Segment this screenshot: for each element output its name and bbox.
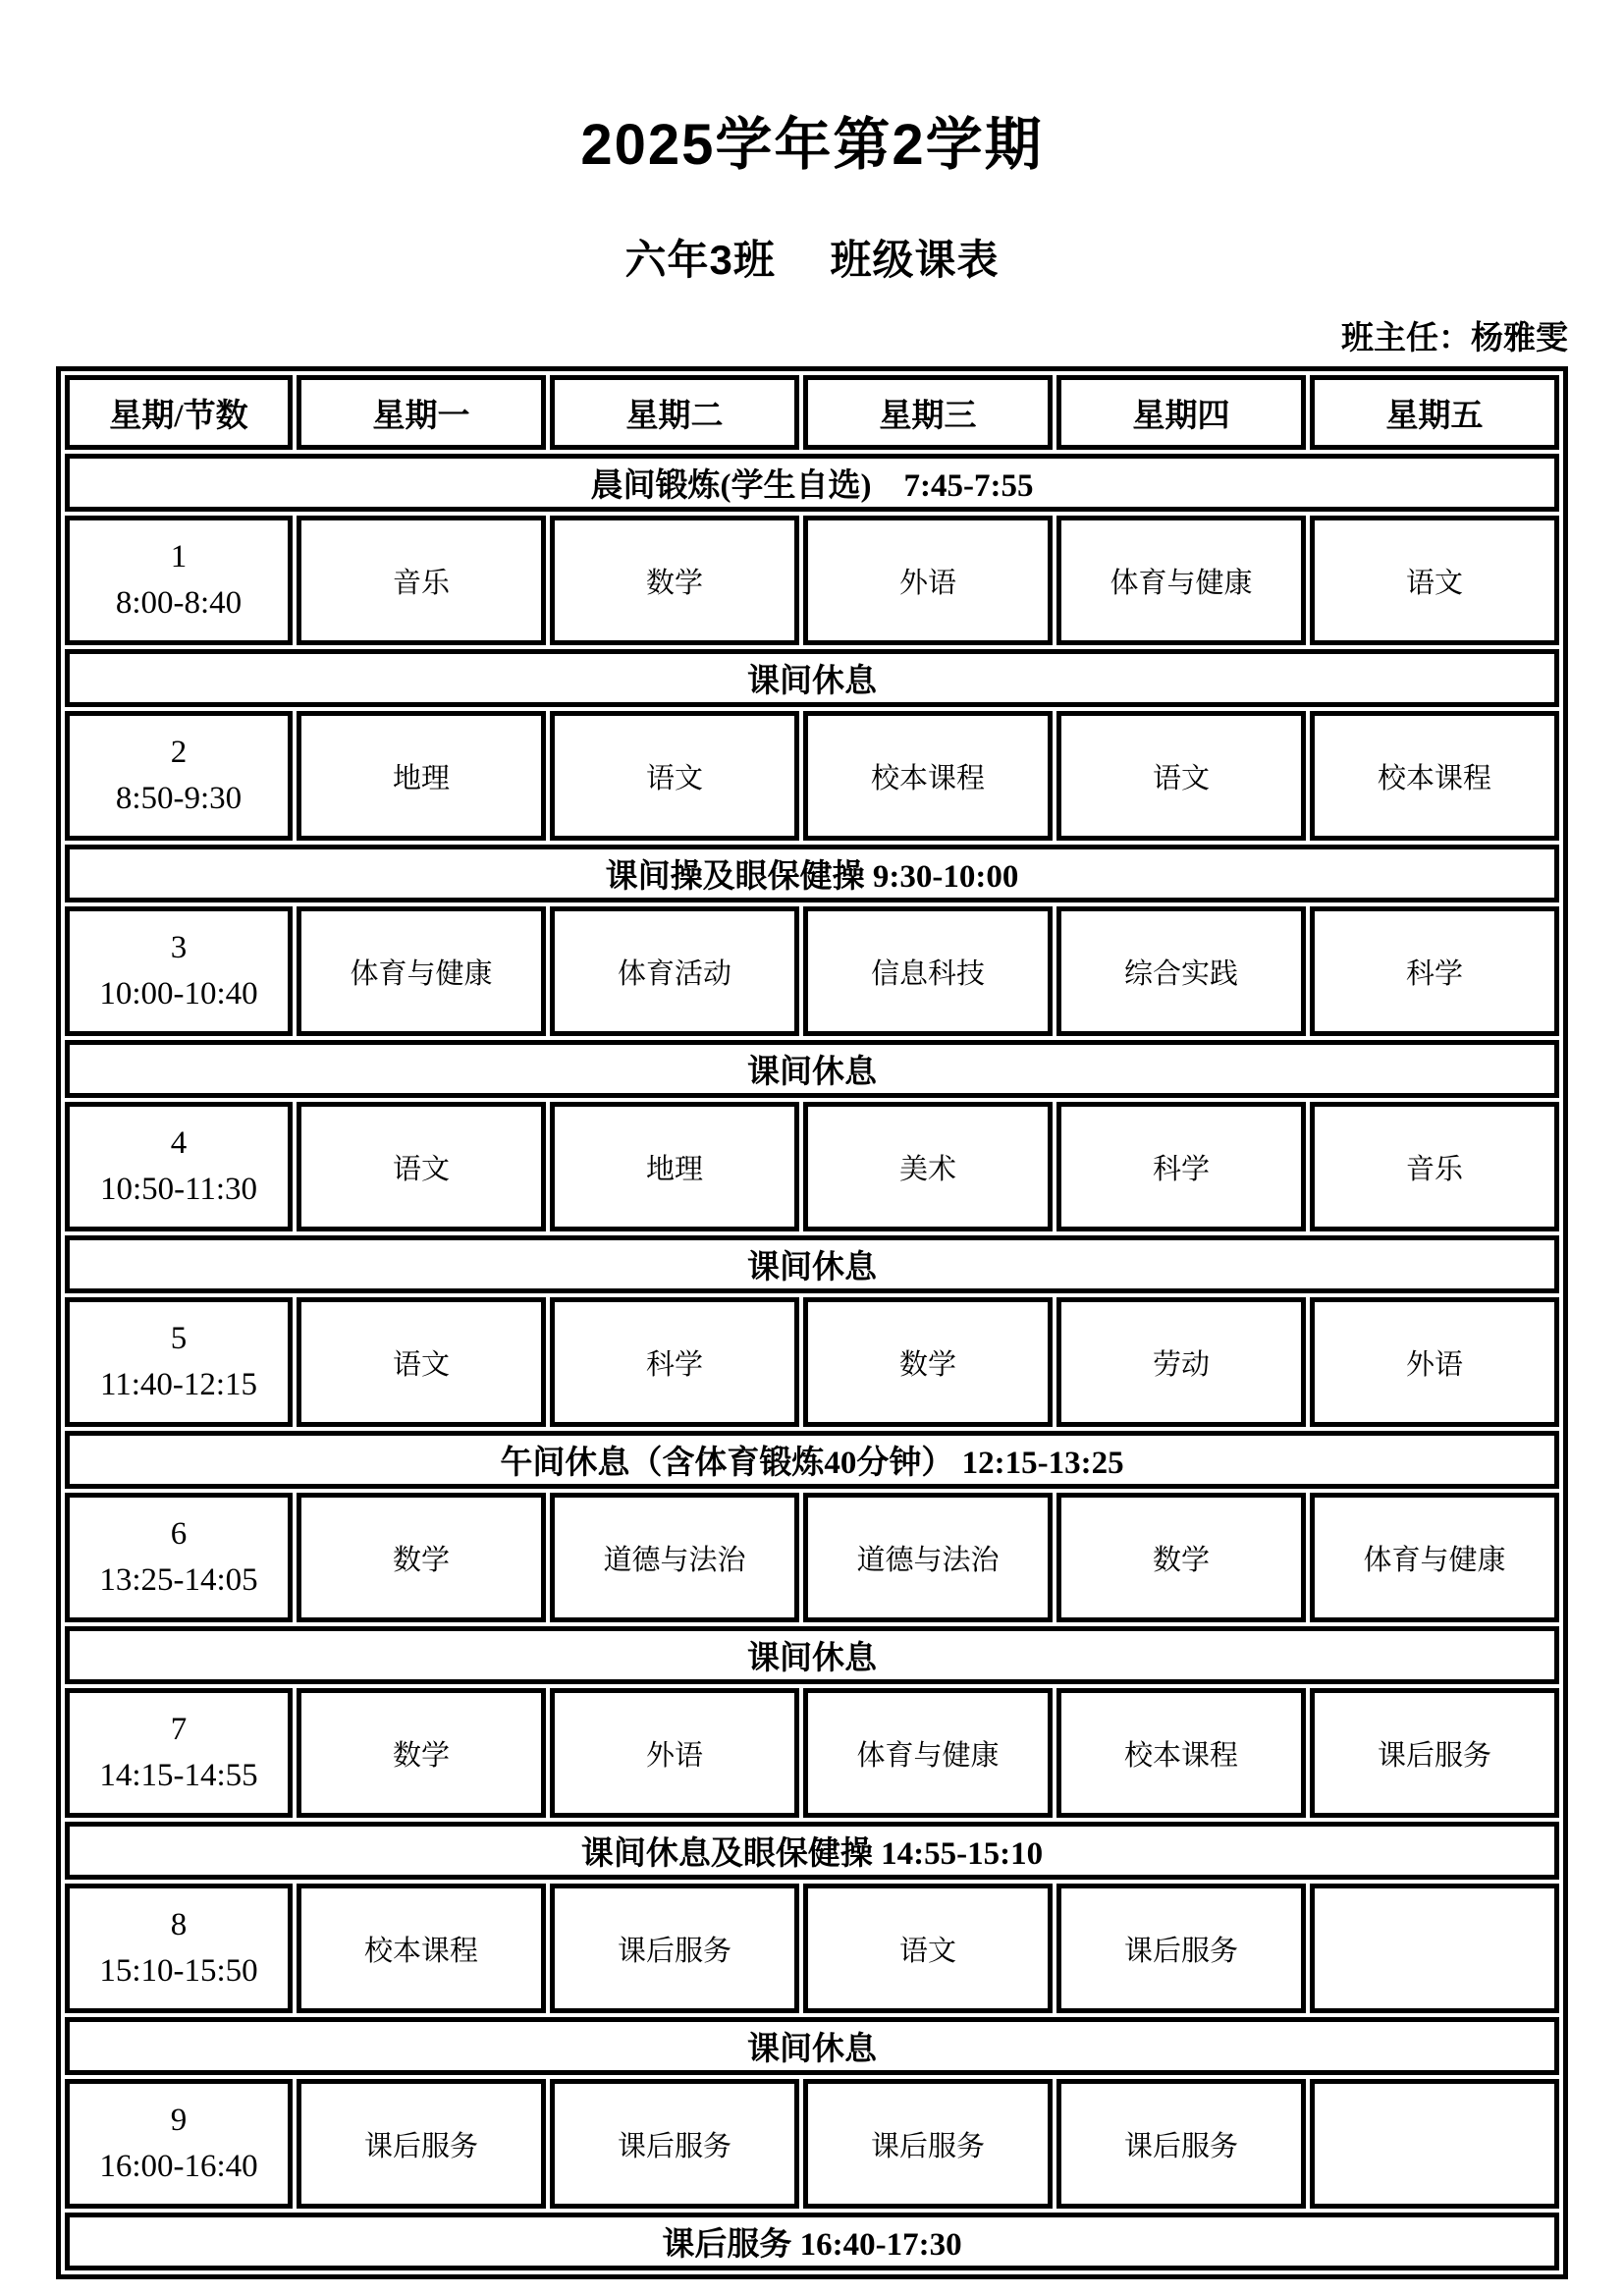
subject-cell: 课后服务 bbox=[550, 2079, 799, 2209]
period-number: 2 bbox=[170, 735, 188, 771]
period-label bbox=[65, 906, 293, 1036]
break-table-row bbox=[65, 1235, 1559, 1293]
column-header-4: 星期四 bbox=[1056, 375, 1306, 450]
subject-cell: 课后服务 bbox=[297, 2079, 546, 2209]
period-table-row bbox=[65, 1493, 1559, 1622]
subject-cell: 校本课程 bbox=[1310, 711, 1559, 841]
period-table-row bbox=[65, 1688, 1559, 1818]
subject-cell: 道德与法治 bbox=[550, 1493, 799, 1622]
period-table-row bbox=[65, 1102, 1559, 1231]
subject-cell: 课后服务 bbox=[1056, 1884, 1306, 2013]
subject-cell: 校本课程 bbox=[1056, 1688, 1306, 1818]
period-number: 1 bbox=[170, 539, 188, 575]
break-row: 课间操及眼保健操 9:30-10:00 bbox=[65, 845, 1559, 902]
subject-cell: 课后服务 bbox=[803, 2079, 1053, 2209]
subject-cell: 体育与健康 bbox=[1310, 1493, 1559, 1622]
subject-cell: 外语 bbox=[550, 1688, 799, 1818]
period-number: 7 bbox=[170, 1712, 188, 1748]
break-row: 午间休息（含体育锻炼40分钟） 12:15-13:25 bbox=[65, 1431, 1559, 1489]
period-table-row bbox=[65, 906, 1559, 1036]
break-table-row bbox=[65, 2213, 1559, 2270]
break-row: 课间休息 bbox=[65, 1235, 1559, 1293]
period-time: 10:50-11:30 bbox=[99, 1172, 258, 1207]
break-table-row bbox=[65, 2017, 1559, 2075]
period-table-row bbox=[65, 1884, 1559, 2013]
period-number: 6 bbox=[170, 1516, 188, 1553]
subject-cell: 语文 bbox=[1310, 516, 1559, 645]
subject-cell: 外语 bbox=[803, 516, 1053, 645]
break-table-row bbox=[65, 1626, 1559, 1684]
subject-cell: 课后服务 bbox=[550, 1884, 799, 2013]
subject-cell: 地理 bbox=[550, 1102, 799, 1231]
subject-cell: 体育活动 bbox=[550, 906, 799, 1036]
subject-cell: 劳动 bbox=[1056, 1297, 1306, 1427]
period-time: 16:00-16:40 bbox=[99, 2149, 258, 2184]
class-teacher-label: 班主任：杨雅雯 bbox=[1341, 321, 1568, 356]
subject-cell: 体育与健康 bbox=[803, 1688, 1053, 1818]
empty-cell bbox=[1310, 2079, 1559, 2209]
subject-cell: 语文 bbox=[297, 1297, 546, 1427]
subject-cell: 科学 bbox=[1310, 906, 1559, 1036]
break-row: 晨间锻炼(学生自选) 7:45-7:55 bbox=[65, 454, 1559, 512]
subject-cell: 数学 bbox=[1056, 1493, 1306, 1622]
period-time: 8:50-9:30 bbox=[115, 781, 243, 816]
break-table-row bbox=[65, 1431, 1559, 1489]
break-row: 课间休息 bbox=[65, 2017, 1559, 2075]
period-table-row bbox=[65, 2079, 1559, 2209]
period-number: 5 bbox=[170, 1321, 188, 1357]
subject-cell: 数学 bbox=[297, 1688, 546, 1818]
period-label bbox=[65, 1297, 293, 1427]
period-time: 13:25-14:05 bbox=[99, 1562, 258, 1598]
schedule-body bbox=[65, 454, 1559, 2270]
period-time: 14:15-14:55 bbox=[99, 1758, 258, 1793]
period-time: 11:40-12:15 bbox=[99, 1367, 258, 1402]
subject-cell: 语文 bbox=[550, 711, 799, 841]
subject-cell: 美术 bbox=[803, 1102, 1053, 1231]
period-time: 15:10-15:50 bbox=[99, 1953, 258, 1989]
column-header-5: 星期五 bbox=[1310, 375, 1559, 450]
subject-cell: 音乐 bbox=[1310, 1102, 1559, 1231]
break-row: 课间休息及眼保健操 14:55-15:10 bbox=[65, 1822, 1559, 1880]
period-label bbox=[65, 711, 293, 841]
period-number: 8 bbox=[170, 1907, 188, 1943]
break-row: 课间休息 bbox=[65, 649, 1559, 707]
period-label bbox=[65, 1688, 293, 1818]
header-row bbox=[65, 375, 1559, 450]
subject-cell: 课后服务 bbox=[1310, 1688, 1559, 1818]
break-table-row bbox=[65, 1040, 1559, 1098]
period-number: 9 bbox=[170, 2103, 188, 2139]
period-label bbox=[65, 516, 293, 645]
subject-cell: 数学 bbox=[297, 1493, 546, 1622]
period-label bbox=[65, 2079, 293, 2209]
subject-cell: 体育与健康 bbox=[1056, 516, 1306, 645]
period-label bbox=[65, 1493, 293, 1622]
subject-cell: 语文 bbox=[803, 1884, 1053, 2013]
subject-cell: 地理 bbox=[297, 711, 546, 841]
period-table-row bbox=[65, 516, 1559, 645]
subject-cell: 体育与健康 bbox=[297, 906, 546, 1036]
column-header-3: 星期三 bbox=[803, 375, 1053, 450]
column-header-1: 星期一 bbox=[297, 375, 546, 450]
break-row: 课间休息 bbox=[65, 1626, 1559, 1684]
subject-cell: 课后服务 bbox=[1056, 2079, 1306, 2209]
subject-cell: 校本课程 bbox=[297, 1884, 546, 2013]
subject-cell: 语文 bbox=[297, 1102, 546, 1231]
subject-cell: 数学 bbox=[803, 1297, 1053, 1427]
break-table-row bbox=[65, 845, 1559, 902]
period-label bbox=[65, 1884, 293, 2013]
subject-cell: 科学 bbox=[1056, 1102, 1306, 1231]
period-table-row bbox=[65, 711, 1559, 841]
break-table-row bbox=[65, 1822, 1559, 1880]
break-table-row bbox=[65, 454, 1559, 512]
page-title: 2025学年第2学期 bbox=[580, 113, 1044, 177]
subject-cell: 道德与法治 bbox=[803, 1493, 1053, 1622]
subject-cell: 数学 bbox=[550, 516, 799, 645]
subject-cell: 科学 bbox=[550, 1297, 799, 1427]
subject-cell: 综合实践 bbox=[1056, 906, 1306, 1036]
period-time: 10:00-10:40 bbox=[99, 976, 258, 1011]
schedule-table bbox=[56, 366, 1568, 2279]
subject-cell: 校本课程 bbox=[803, 711, 1053, 841]
period-table-row bbox=[65, 1297, 1559, 1427]
empty-cell bbox=[1310, 1884, 1559, 2013]
subject-cell: 外语 bbox=[1310, 1297, 1559, 1427]
subject-cell: 语文 bbox=[1056, 711, 1306, 841]
subject-cell: 音乐 bbox=[297, 516, 546, 645]
period-time: 8:00-8:40 bbox=[115, 585, 243, 621]
period-number: 4 bbox=[170, 1125, 188, 1162]
break-row: 课间休息 bbox=[65, 1040, 1559, 1098]
period-number: 3 bbox=[170, 930, 188, 966]
column-header-0: 星期/节数 bbox=[65, 375, 293, 450]
period-label bbox=[65, 1102, 293, 1231]
subject-cell: 信息科技 bbox=[803, 906, 1053, 1036]
page-subtitle: 六年3班 班级课表 bbox=[624, 237, 1000, 283]
break-table-row bbox=[65, 649, 1559, 707]
column-header-2: 星期二 bbox=[550, 375, 799, 450]
break-row: 课后服务 16:40-17:30 bbox=[65, 2213, 1559, 2270]
